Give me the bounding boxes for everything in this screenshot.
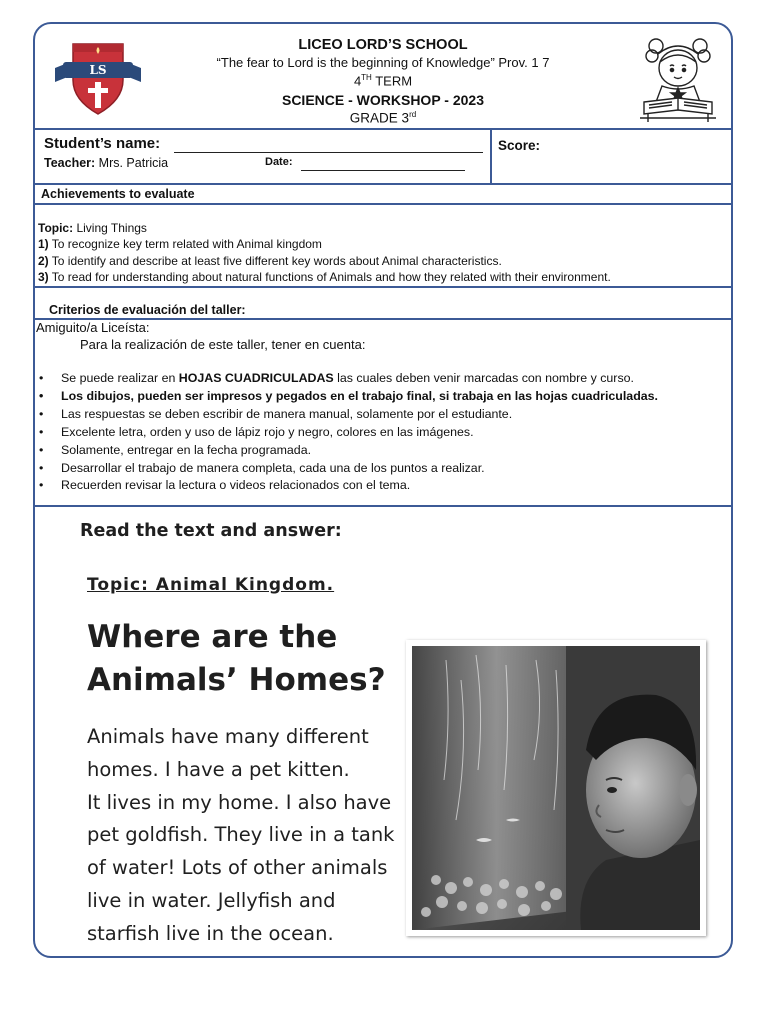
achievement-item: 1) To recognize key term related with Animal kingdom [38, 237, 322, 252]
divider [490, 128, 492, 184]
story-line: of water! Lots of other animals [87, 856, 388, 880]
date-field[interactable] [301, 170, 465, 171]
criteria-item: • Los dibujos, pueden ser impresos y pegados en el trabajo final, si trabaja en las hojas cuadriculadas. [37, 388, 658, 406]
date-label: Date: [265, 156, 293, 168]
achievement-item: 2) To identify and describe at least five different key words about Animal characteristics. [38, 253, 502, 268]
student-name-field[interactable] [174, 152, 483, 153]
worksheet-page [33, 22, 733, 958]
score-label: Score: [498, 138, 541, 153]
story-line: pet goldfish. They live in a tank [87, 823, 395, 847]
achievements-heading: Achievements to evaluate [41, 187, 195, 201]
svg-text:LS: LS [89, 63, 107, 77]
term: 4TH TERM [353, 73, 413, 89]
school-motto: “The fear to Lord is the beginning of Knowledge” Prov. 1 7 [216, 55, 550, 70]
header [35, 24, 731, 130]
teacher-line: Teacher: Mrs. Patricia [44, 156, 169, 170]
criteria-list [37, 370, 658, 495]
student-name-label: Student’s name: [44, 135, 161, 152]
story-line: Animals have many different [87, 725, 369, 748]
criteria-intro: Para la realización de este taller, tener en cuenta: [80, 337, 366, 352]
criteria-item: • Recuerden revisar la lectura o videos relacionados con el tema. [37, 477, 658, 495]
story-title: Where are the Animals’ Homes? [87, 619, 386, 698]
divider [35, 286, 731, 288]
reading-topic: Topic: Animal Kingdom. [87, 575, 335, 595]
achievements-list [38, 220, 611, 285]
divider [35, 128, 731, 130]
achievement-item: 3) To read for understanding about natural functions of Animals and how they related with their environment. [38, 269, 611, 284]
story-line: starfish live in the ocean. [87, 921, 334, 945]
story-line: live in water. Jellyfish and [87, 888, 336, 912]
divider [35, 183, 731, 185]
divider [35, 203, 731, 205]
grade: GRADE 3rd [349, 110, 417, 126]
reading-instruction: Read the text and answer: [80, 521, 342, 541]
school-name: LICEO LORD’S SCHOOL [298, 37, 468, 53]
criteria-item: • Las respuestas se deben escribir de manera manual, solamente por el estudiante. [37, 406, 658, 424]
topic-line: Topic: Living Things [38, 221, 147, 235]
criteria-heading: Criterios de evaluación del taller: [49, 303, 246, 317]
student-reading-illustration [638, 36, 718, 122]
story-line: It lives in my home. I also have [87, 790, 392, 814]
story-text [87, 721, 394, 951]
criteria-item: • Solamente, entregar en la fecha programada. [37, 442, 658, 460]
boy-aquarium-photo [406, 640, 706, 936]
workshop-title: SCIENCE - WORKSHOP - 2023 [281, 92, 484, 108]
divider [35, 505, 731, 507]
criteria-item: • Excelente letra, orden y uso de lápiz rojo y negro, colores en las imágenes. [37, 424, 658, 442]
greeting: Amiguito/a Liceísta: [36, 320, 150, 335]
criteria-item: • Desarrollar el trabajo de manera completa, cada una de los puntos a realizar. [37, 460, 658, 478]
story-line: homes. I have a pet kitten. [87, 757, 350, 781]
criteria-item: • Se puede realizar en HOJAS CUADRICULADAS las cuales deben venir marcadas con nombre y curso. [37, 370, 658, 388]
